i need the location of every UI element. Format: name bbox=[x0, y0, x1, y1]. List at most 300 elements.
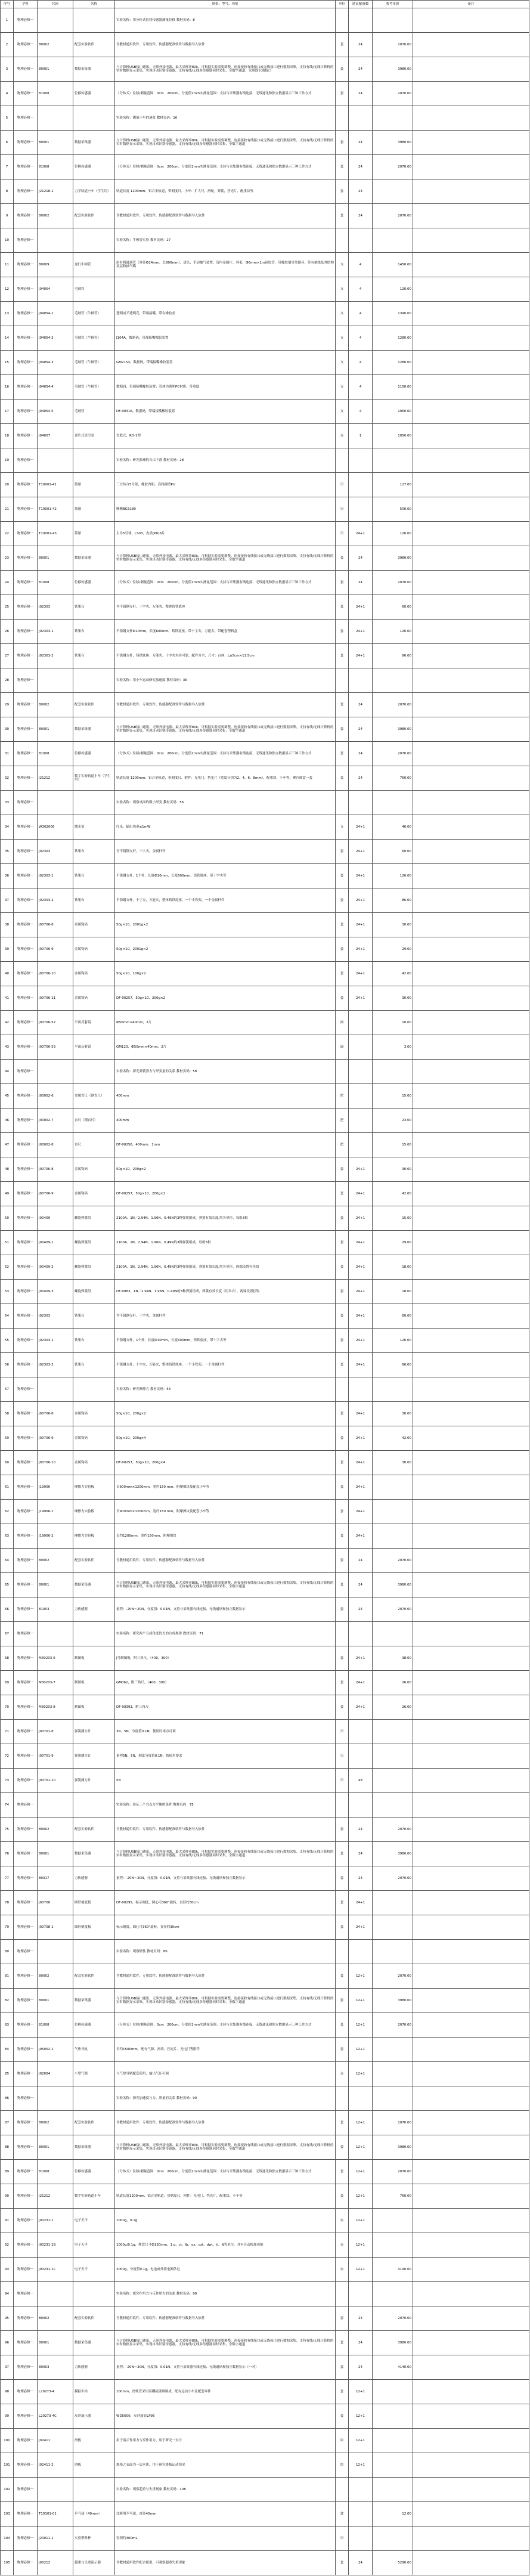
cell-name: 平面反射镜 bbox=[73, 1035, 115, 1060]
cell-name: 配套实验软件 bbox=[73, 2111, 115, 2135]
cell-code: 80002 bbox=[38, 2111, 73, 2135]
cell-price: 2070.00 bbox=[373, 2013, 413, 2038]
cell-spec: （分体式）位移/测量范围：0cm 200cm，分度值1mm实测量范围：支持与采集器有线连接、无线通讯和独立数据显示三种工作方式 bbox=[115, 155, 336, 179]
cell-price bbox=[373, 2233, 413, 2258]
cell-price: 60.00 bbox=[373, 840, 413, 864]
cell-qty bbox=[349, 1133, 373, 1157]
cell-spec: 含教材通用软件、专用软件、传感器配准软件与数据导入软件 bbox=[115, 33, 336, 57]
cell-price: 12.00 bbox=[373, 2502, 413, 2527]
cell-price bbox=[373, 2086, 413, 2111]
cell-no: 96 bbox=[1, 2331, 14, 2355]
cell-qty: 24 bbox=[349, 2355, 373, 2380]
table-body bbox=[1, 8, 529, 2575]
cell-qty: 12+1 bbox=[349, 1989, 373, 2013]
cell-name: 毛玻管（牛顿管） bbox=[73, 326, 115, 351]
cell-subject: 物理必修一 bbox=[14, 473, 38, 497]
cell-qty: 24+1 bbox=[349, 1451, 373, 1475]
cell-subject: 物理必修一 bbox=[14, 1549, 38, 1573]
cell-note bbox=[413, 1940, 529, 1964]
cell-qty: 24+1 bbox=[349, 815, 373, 840]
cell-code bbox=[38, 106, 73, 131]
cell-note bbox=[413, 131, 529, 155]
cell-unit: 只 bbox=[336, 497, 349, 522]
cell-no: 8 bbox=[1, 179, 14, 204]
cell-name: 力传感器 bbox=[73, 1866, 115, 1891]
cell-subject: 物理必修一 bbox=[14, 204, 38, 228]
cell-qty: 12+1 bbox=[349, 2013, 373, 2038]
cell-note bbox=[413, 424, 529, 448]
table-row bbox=[1, 1451, 529, 1475]
cell-no: 94 bbox=[1, 2282, 14, 2306]
cell-price: 46.00 bbox=[373, 815, 413, 840]
cell-price bbox=[373, 2282, 413, 2306]
cell-note bbox=[413, 1157, 529, 1182]
cell-name: 制图板 bbox=[73, 1646, 115, 1671]
cell-code: J00002-7 bbox=[38, 1109, 73, 1133]
header-note: 备注 bbox=[413, 1, 529, 8]
cell-no: 48 bbox=[1, 1157, 14, 1182]
cell-code: J04054-4 bbox=[38, 375, 73, 400]
cell-code: 81008 bbox=[38, 2013, 73, 2038]
cell-no: 89 bbox=[1, 2160, 14, 2184]
cell-price: 86.00 bbox=[373, 888, 413, 913]
cell-spec: 50g×10，100g×2 bbox=[115, 962, 336, 986]
cell-code: J02303 bbox=[38, 1304, 73, 1329]
cell-subject: 物理必修一 bbox=[14, 2013, 38, 2038]
cell-note bbox=[413, 1206, 529, 1231]
cell-qty bbox=[349, 2086, 373, 2111]
table-row bbox=[1, 2013, 529, 2038]
cell-spec: 不锈钢支杆，1个杆，长度Ф10mm，长度600mm，铸铁底座，带十字夹等 bbox=[115, 864, 336, 888]
cell-name: 铁架台 bbox=[73, 1353, 115, 1377]
cell-unit: 套 bbox=[336, 1842, 349, 1866]
cell-unit: 面 bbox=[336, 1011, 349, 1035]
cell-subject: 物理必修一 bbox=[14, 57, 38, 82]
cell-price: 1050.00 bbox=[373, 400, 413, 424]
cell-no: 77 bbox=[1, 1866, 14, 1891]
cell-unit: 套 bbox=[336, 1304, 349, 1329]
cell-spec: 与计算机USB接口通讯、无须外接电源、最大采样率80k、可根据实验需要调整、连接接收有线接口或无线接口进行数据采集，支持有线/无线计算机的实时数据显示采集，实现自动识别传感器，支持有线/无线多传感器同时采集，全数字通道 bbox=[115, 131, 336, 155]
cell-unit: 套 bbox=[336, 546, 349, 571]
cell-qty bbox=[349, 8, 373, 33]
table-row bbox=[1, 1793, 529, 1818]
cell-spec: 实验名称：牛顿管实验 教材页码：27 bbox=[115, 228, 336, 253]
cell-qty: 24+1 bbox=[349, 986, 373, 1011]
cell-qty: 24 bbox=[349, 131, 373, 155]
cell-subject: 物理必修一 bbox=[14, 668, 38, 693]
cell-qty: 24 bbox=[349, 1573, 373, 1597]
cell-no: 85 bbox=[1, 2062, 14, 2086]
cell-qty: 24 bbox=[349, 179, 373, 204]
cell-name: 毛玻管（牛顿管） bbox=[73, 351, 115, 375]
cell-qty: 24+1 bbox=[349, 1646, 373, 1671]
cell-unit bbox=[336, 106, 349, 131]
cell-qty bbox=[349, 1720, 373, 1744]
cell-code: 81008 bbox=[38, 155, 73, 179]
cell-code: J02303-2 bbox=[38, 1353, 73, 1377]
cell-note bbox=[413, 1329, 529, 1353]
cell-subject: 物理必修一 bbox=[14, 2258, 38, 2282]
cell-unit: 只 bbox=[336, 1769, 349, 1793]
cell-name: 铁架台 bbox=[73, 620, 115, 644]
cell-subject: 物理必修一 bbox=[14, 644, 38, 668]
cell-note bbox=[413, 840, 529, 864]
table-row bbox=[1, 277, 529, 302]
cell-no: 21 bbox=[1, 497, 14, 522]
cell-note bbox=[413, 522, 529, 546]
cell-note bbox=[413, 1646, 529, 1671]
cell-no: 44 bbox=[1, 1060, 14, 1084]
cell-spec: 100mm，滑轨管采用高硼硅玻璃制成，配有运动小车及配套零件 bbox=[115, 2380, 336, 2404]
header-unit: 单位 bbox=[336, 1, 349, 8]
cell-unit: 套 bbox=[336, 1671, 349, 1695]
table-row bbox=[1, 1769, 529, 1793]
cell-name: 电子天平 bbox=[73, 2258, 115, 2282]
cell-subject: 物理必修一 bbox=[14, 962, 38, 986]
cell-no: 97 bbox=[1, 2355, 14, 2380]
cell-subject: 物理必修一 bbox=[14, 717, 38, 742]
cell-note bbox=[413, 179, 529, 204]
cell-price bbox=[373, 2404, 413, 2429]
cell-subject: 物理必修一 bbox=[14, 2111, 38, 2135]
cell-name: 数据采集器 bbox=[73, 57, 115, 82]
table-row bbox=[1, 1940, 529, 1964]
cell-code: 81008 bbox=[38, 571, 73, 595]
cell-subject: 物理必修一 bbox=[14, 2355, 38, 2380]
cell-price bbox=[373, 1769, 413, 1793]
cell-no: 49 bbox=[1, 1182, 14, 1206]
cell-spec: （分体式）位移/测量范围：0cm 200cm，分度值1mm实测量范围：支持与采集器有线连接、无线通讯和独立数据显示三种工作方式 bbox=[115, 2160, 336, 2184]
cell-no: 80 bbox=[1, 1940, 14, 1964]
cell-note bbox=[413, 962, 529, 986]
cell-note bbox=[413, 742, 529, 766]
cell-note bbox=[413, 2086, 529, 2111]
cell-note bbox=[413, 913, 529, 937]
cell-note bbox=[413, 1989, 529, 2013]
cell-code: J00409-2 bbox=[38, 1255, 73, 1280]
cell-code: 80002 bbox=[38, 1818, 73, 1842]
table-row bbox=[1, 2111, 529, 2135]
cell-unit: 套 bbox=[336, 2355, 349, 2380]
cell-spec: Ф50mm×40mm，2片 bbox=[115, 1011, 336, 1035]
cell-no: 67 bbox=[1, 1622, 14, 1646]
cell-code: J04054-5 bbox=[38, 400, 73, 424]
cell-code: J02303-2 bbox=[38, 644, 73, 668]
cell-name: 力传感器 bbox=[73, 2355, 115, 2380]
cell-note bbox=[413, 2331, 529, 2355]
cell-name: 位移传感器 bbox=[73, 82, 115, 106]
cell-note bbox=[413, 2355, 529, 2380]
cell-note bbox=[413, 1402, 529, 1426]
cell-name: 位移传感器 bbox=[73, 2160, 115, 2184]
cell-price bbox=[373, 1377, 413, 1402]
cell-code: J21212 bbox=[38, 766, 73, 791]
cell-name bbox=[73, 1622, 115, 1646]
cell-price bbox=[373, 2062, 413, 2086]
cell-unit: 面 bbox=[336, 1035, 349, 1060]
cell-code: J00706-52 bbox=[38, 1011, 73, 1035]
cell-subject: 物理必修一 bbox=[14, 277, 38, 302]
cell-qty: 24+1 bbox=[349, 1329, 373, 1353]
cell-price bbox=[373, 791, 413, 815]
table-row bbox=[1, 228, 529, 253]
cell-spec: 不锈钢支杆，1个杆，长度Ф10mm，长度600mm，铸铁底座，带十字夹等 bbox=[115, 1329, 336, 1353]
cell-price: 1450.00 bbox=[373, 253, 413, 277]
cell-subject: 物理必修一 bbox=[14, 1769, 38, 1793]
cell-note bbox=[413, 1475, 529, 1500]
cell-name: 篮球 bbox=[73, 497, 115, 522]
cell-qty: 24+1 bbox=[349, 937, 373, 962]
table-row bbox=[1, 1475, 529, 1500]
cell-name: 数据采集器 bbox=[73, 2331, 115, 2355]
table-row bbox=[1, 1084, 529, 1109]
cell-qty bbox=[349, 2502, 373, 2527]
cell-note bbox=[413, 1769, 529, 1793]
table-row bbox=[1, 424, 529, 448]
cell-spec: 含教材通用软件、专用软件、传感器配准软件与数据导入软件 bbox=[115, 2111, 336, 2135]
cell-unit: 套 bbox=[336, 1695, 349, 1720]
cell-code bbox=[38, 448, 73, 473]
cell-qty: 24 bbox=[349, 571, 373, 595]
cell-unit bbox=[336, 228, 349, 253]
cell-note bbox=[413, 1793, 529, 1818]
cell-unit bbox=[336, 1940, 349, 1964]
cell-code: J00212 bbox=[38, 2551, 73, 2575]
cell-subject: 物理必修一 bbox=[14, 2429, 38, 2453]
table-row bbox=[1, 448, 529, 473]
cell-code: J04007 bbox=[38, 424, 73, 448]
cell-subject: 物理必修一 bbox=[14, 1646, 38, 1671]
cell-note bbox=[413, 33, 529, 57]
cell-spec: 轨道长度 1200mm、铝合金轨道，带刻度尺，小车：扩大尺，滑轮，弹簧，挡光片，配重块等 bbox=[115, 179, 336, 204]
cell-spec: 实验名称：观察桌面的微小形变 教材页码：56 bbox=[115, 791, 336, 815]
cell-qty: 4 bbox=[349, 400, 373, 424]
table-row bbox=[1, 375, 529, 400]
cell-unit: 套 bbox=[336, 962, 349, 986]
cell-name: 制图板 bbox=[73, 1671, 115, 1695]
cell-spec: 长900mm×1200mm，宽约150 mm，附摩擦块及配套小车等 bbox=[115, 1475, 336, 1500]
cell-note bbox=[413, 1255, 529, 1280]
cell-note bbox=[413, 2111, 529, 2135]
cell-no: 82 bbox=[1, 1989, 14, 2013]
cell-price bbox=[373, 2038, 413, 2062]
cell-price bbox=[373, 1622, 413, 1646]
cell-unit: 块 bbox=[336, 2429, 349, 2453]
cell-note bbox=[413, 2478, 529, 2502]
cell-note bbox=[413, 1842, 529, 1866]
cell-no: 31 bbox=[1, 742, 14, 766]
table-row bbox=[1, 1744, 529, 1769]
cell-code: M30203-8 bbox=[38, 1695, 73, 1720]
cell-code: L20273-4C bbox=[38, 2404, 73, 2429]
cell-subject: 物理必修一 bbox=[14, 2502, 38, 2527]
cell-code: 80001 bbox=[38, 546, 73, 571]
cell-subject: 物理必修一 bbox=[14, 937, 38, 962]
table-row bbox=[1, 1915, 529, 1940]
table-row bbox=[1, 1549, 529, 1573]
cell-no: 58 bbox=[1, 1402, 14, 1426]
cell-price: 3980.00 bbox=[373, 1989, 413, 2013]
cell-qty: 24 bbox=[349, 766, 373, 791]
cell-note bbox=[413, 2551, 529, 2575]
cell-note bbox=[413, 82, 529, 106]
cell-price bbox=[373, 1744, 413, 1769]
cell-unit: 套 bbox=[336, 155, 349, 179]
cell-unit: 套 bbox=[336, 33, 349, 57]
cell-unit: 套 bbox=[336, 693, 349, 717]
cell-subject: 物理必修一 bbox=[14, 1695, 38, 1720]
cell-code: J02411-2 bbox=[38, 2453, 73, 2478]
cell-subject: 物理必修一 bbox=[14, 1329, 38, 1353]
cell-spec bbox=[115, 277, 336, 302]
cell-qty: 24 bbox=[349, 1549, 373, 1573]
cell-subject: 物理必修一 bbox=[14, 546, 38, 571]
cell-name: 金属钩码 bbox=[73, 962, 115, 986]
cell-name bbox=[73, 2478, 115, 2502]
cell-unit: 台 bbox=[336, 424, 349, 448]
table-row bbox=[1, 1671, 529, 1695]
cell-qty: 12+1 bbox=[349, 2429, 373, 2453]
table-row bbox=[1, 2184, 529, 2209]
cell-code bbox=[38, 1377, 73, 1402]
table-row bbox=[1, 522, 529, 546]
cell-spec: 长约1500mm，配有气源、滑块、挡光片、光电门等附件 bbox=[115, 2038, 336, 2062]
cell-name: 逆片式真空泵 bbox=[73, 424, 115, 448]
cell-note bbox=[413, 815, 529, 840]
cell-subject: 物理必修一 bbox=[14, 179, 38, 204]
cell-unit: 台 bbox=[336, 2233, 349, 2258]
cell-qty: 24 bbox=[349, 82, 373, 106]
table-row bbox=[1, 1500, 529, 1524]
cell-qty bbox=[349, 106, 373, 131]
table-row bbox=[1, 1989, 529, 2013]
cell-subject: 物理必修一 bbox=[14, 106, 38, 131]
cell-code: J02303-1 bbox=[38, 620, 73, 644]
cell-no: 23 bbox=[1, 546, 14, 571]
cell-note bbox=[413, 1597, 529, 1622]
cell-qty: 4 bbox=[349, 351, 373, 375]
cell-note bbox=[413, 864, 529, 888]
cell-price bbox=[373, 1720, 413, 1744]
cell-unit: 套 bbox=[336, 986, 349, 1011]
cell-name: 铁架台 bbox=[73, 840, 115, 864]
cell-no: 51 bbox=[1, 1231, 14, 1255]
table-row bbox=[1, 1597, 529, 1622]
cell-subject: 物理必修一 bbox=[14, 302, 38, 326]
cell-price: 1280.00 bbox=[373, 326, 413, 351]
table-row bbox=[1, 1720, 529, 1744]
cell-subject: 物理必修一 bbox=[14, 1035, 38, 1060]
cell-no: 4 bbox=[1, 82, 14, 106]
cell-no: 103 bbox=[1, 2502, 14, 2527]
cell-note bbox=[413, 2184, 529, 2209]
cell-no: 98 bbox=[1, 2380, 14, 2404]
cell-subject: 物理必修一 bbox=[14, 2233, 38, 2258]
cell-price: 120.00 bbox=[373, 522, 413, 546]
cell-qty: 24+1 bbox=[349, 1402, 373, 1426]
cell-subject: 物理必修一 bbox=[14, 1573, 38, 1597]
cell-price: 2070.00 bbox=[373, 693, 413, 717]
cell-price bbox=[373, 2527, 413, 2551]
cell-name: 铁架台 bbox=[73, 888, 115, 913]
cell-spec: J号制图板，附三角尺，（400，300） bbox=[115, 1646, 336, 1671]
cell-code: 80317 bbox=[38, 1866, 73, 1891]
cell-note bbox=[413, 326, 529, 351]
cell-spec: DF-00295，标示刻度，圆心可360°旋转，直径约30cm bbox=[115, 1891, 336, 1915]
cell-price: 26.00 bbox=[373, 1671, 413, 1695]
cell-spec: 含不锈钢支杆，十字夹，金属杆件 bbox=[115, 1304, 336, 1329]
cell-unit: 支 bbox=[336, 351, 349, 375]
cell-price: 3980.00 bbox=[373, 1842, 413, 1866]
table-row bbox=[1, 1402, 529, 1426]
cell-code: 80001 bbox=[38, 1573, 73, 1597]
cell-note bbox=[413, 1671, 529, 1695]
cell-unit: 套 bbox=[336, 57, 349, 82]
cell-no: 83 bbox=[1, 2013, 14, 2038]
cell-subject: 物理必修一 bbox=[14, 2086, 38, 2111]
cell-price bbox=[373, 1940, 413, 1964]
cell-code: J00708-1 bbox=[38, 1915, 73, 1940]
cell-unit bbox=[336, 448, 349, 473]
cell-name bbox=[73, 1377, 115, 1402]
cell-no: 53 bbox=[1, 1280, 14, 1304]
cell-spec: 实验名称：验证三个共点力平衡的条件 教材页码：75 bbox=[115, 1793, 336, 1818]
cell-code: 80002 bbox=[38, 33, 73, 57]
cell-note bbox=[413, 1231, 529, 1255]
cell-unit: 套 bbox=[336, 595, 349, 620]
cell-qty: 24 bbox=[349, 155, 373, 179]
cell-note bbox=[413, 497, 529, 522]
cell-spec: DF-0083，1N／2.94N、1.96N、0.49N的3种弹簧组成，弹簧有效长度（用各自）、两端设置挂钩 bbox=[115, 1280, 336, 1304]
cell-note bbox=[413, 302, 529, 326]
cell-qty: 4 bbox=[349, 302, 373, 326]
cell-no: 47 bbox=[1, 1133, 14, 1157]
cell-note bbox=[413, 2160, 529, 2184]
cell-code: 80001 bbox=[38, 1842, 73, 1866]
cell-spec: 直联式，RD-1型 bbox=[115, 424, 336, 448]
cell-qty: 24 bbox=[349, 1597, 373, 1622]
cell-qty: 12+1 bbox=[349, 2135, 373, 2160]
cell-code: J19906-1 bbox=[38, 1500, 73, 1524]
cell-code bbox=[38, 8, 73, 33]
cell-note bbox=[413, 2209, 529, 2233]
cell-qty bbox=[349, 1011, 373, 1035]
table-row bbox=[1, 2453, 529, 2478]
cell-name: 圆形刻度板 bbox=[73, 1891, 115, 1915]
cell-subject: 物理必修一 bbox=[14, 1451, 38, 1475]
cell-price bbox=[373, 1915, 413, 1940]
cell-unit: 台 bbox=[336, 2258, 349, 2282]
cell-qty: 24 bbox=[349, 546, 373, 571]
cell-spec: 含教材通用软件配合使用，可观察超重失重现象 bbox=[115, 2551, 336, 2575]
cell-note bbox=[413, 1011, 529, 1035]
cell-subject: 物理必修一 bbox=[14, 815, 38, 840]
cell-note bbox=[413, 1280, 529, 1304]
cell-name: 气垫导轨 bbox=[73, 2038, 115, 2062]
cell-unit: 套 bbox=[336, 2380, 349, 2404]
table-row bbox=[1, 546, 529, 571]
table-row bbox=[1, 1255, 529, 1280]
cell-spec: （分体式）位移/测量范围：0cm 200cm，分度值1mm实测量范围：支持与采集器有线连接、无线通讯和独立数据显示三种工作方式 bbox=[115, 2013, 336, 2038]
cell-unit: 套 bbox=[336, 1573, 349, 1597]
cell-spec: 不锈钢支杆，十字夹，万能夹，整体铸铁底座，一个小铁架，一个金属杆件 bbox=[115, 888, 336, 913]
cell-name: 数据采集器 bbox=[73, 717, 115, 742]
cell-qty: 24+1 bbox=[349, 1255, 373, 1280]
cell-subject: 物理必修一 bbox=[14, 1964, 38, 1989]
cell-no: 5 bbox=[1, 106, 14, 131]
header-no: 序号 bbox=[1, 1, 14, 8]
cell-spec: 主导5号球，LS03，皮质(PU)6片 bbox=[115, 522, 336, 546]
